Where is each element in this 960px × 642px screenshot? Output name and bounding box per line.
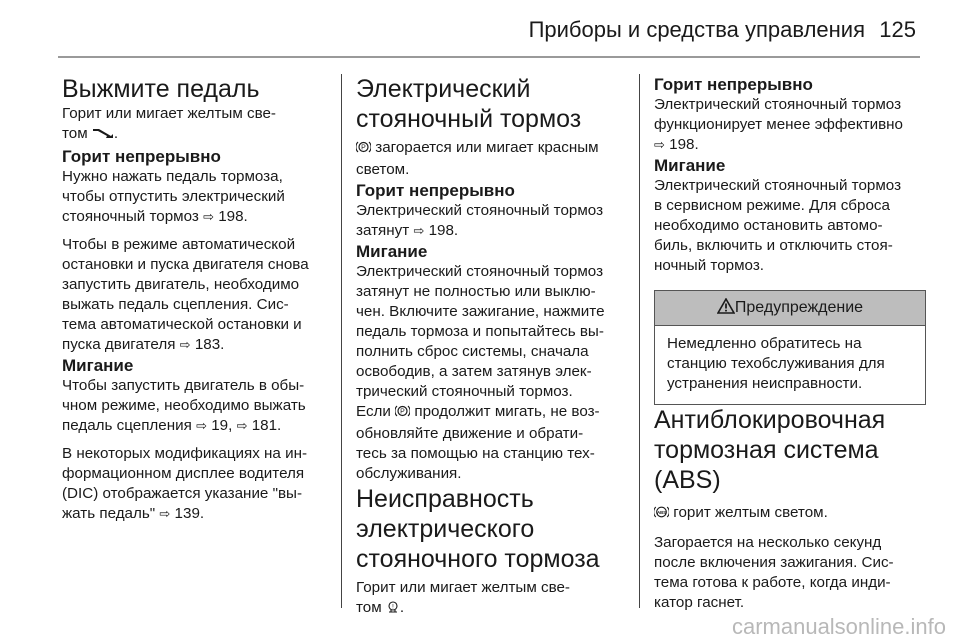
flash-paragraph-2: В некоторых модификациях на ин- формационном дисплее водителя (DIC) отображается указание "вы- жать педаль" ⇨ 139. [62,445,308,522]
svg-text:P: P [361,144,366,152]
warning-body: Немедленно обратитесь на станцию техобслуживания для устранения неисправности. [667,335,885,392]
flash-paragraph-1: Чтобы запустить двигатель в обы- чном режиме, необходимо выжать педаль сцепления ⇨ 19, ⇨ 181. [62,377,306,434]
heading-flash: Мигание [654,156,726,175]
warning-header: Предупреждение [655,291,925,326]
ref-arrow-icon[interactable]: ⇨ [159,506,171,521]
column-divider-2 [639,74,640,608]
ref-arrow-icon[interactable]: ⇨ [236,418,248,433]
abs-paragraph: Загорается на несколько секунд после включения зажигания. Сис- тема готова к работе, когда инди- катор гаснет. [654,534,894,611]
heading-lit: Горит непрерывно [356,181,515,200]
header-rule [58,56,920,58]
page-number: 125 [879,17,916,42]
abs-icon [654,505,669,525]
lit-paragraph-1: Нужно нажать педаль тормоза, чтобы отпустить электрический стояночный тормоз ⇨ 198. [62,168,285,225]
parking-brake-icon [356,140,371,160]
heading-flash: Мигание [356,242,428,261]
column-divider-1 [341,74,342,608]
brake-fault-intro: Горит или мигает желтым све- том ! . [356,578,626,620]
page-header [0,0,960,70]
ref-arrow-icon[interactable]: ⇨ [203,209,214,224]
lit-paragraph-2: Чтобы в режиме автоматической остановки и пуска двигателя снова запустить двигатель, необходимо выжать педаль сцепления. Сис- тема автоматической остановки и пуска двигателя ⇨ 183. [62,236,309,353]
section-title-brake-fault: Неисправность электрического стояночного тормоза [356,485,600,573]
ref-arrow-icon[interactable]: ⇨ [179,337,191,352]
fault-lit-paragraph: Электрический стояночный тормоз функционирует менее эффективно ⇨ 198. [654,96,903,153]
parking-brake-intro: P загорается или мигает красным светом. [356,139,599,178]
svg-text:P: P [400,408,405,416]
intro-text: Горит или мигает желтым све- том . [62,104,328,146]
parking-brake-icon [395,404,410,424]
ref-arrow-icon[interactable]: ⇨ [654,137,665,152]
heading-flash: Мигание [62,356,134,375]
svg-text:!: ! [392,604,394,611]
fault-flash-paragraph: Электрический стояночный тормоз в сервисном режиме. Для сброса необходимо остановить автомо- биль, включить и отключить стоя- ночный тормоз. [654,177,902,274]
column-2 [356,74,626,620]
heading-lit: Горит непрерывно [62,147,221,166]
warning-box [654,290,926,405]
section-title-abs: Антиблокировочная тормозная система (ABS) [654,406,886,494]
column-1 [62,74,328,524]
parking-flash-paragraph: Электрический стояночный тормоз затянут не полностью или выклю- чен. Включите зажигание, нажмите педаль тормоза и попытайтесь вы- полнить сброс системы, сначала освободив, а затем затянув элек- трический стояночный тормоз. Если P продолжит мигать, не воз- обновляйте движение и обрати- тесь за помощью на станцию тех- обслуживания. [356,263,605,482]
brake-fault-icon [386,600,400,620]
ref-arrow-icon[interactable]: ⇨ [413,223,425,238]
ref-arrow-icon[interactable]: ⇨ [196,418,207,433]
abs-intro: ABS горит желтым светом. [654,503,926,525]
column-3 [654,74,926,613]
header-title: Приборы и средства управления [528,17,865,42]
parking-lit-paragraph: Электрический стояночный тормоз затянут ⇨ 198. [356,202,604,239]
section-title-parking-brake: Электрический стояночный тормоз [356,75,582,133]
watermark: carmanualsonline.info [731,614,946,639]
warning-triangle-icon [717,293,735,327]
svg-text:ABS: ABS [657,509,666,515]
section-title-press-pedal: Выжмите педаль [62,75,260,103]
heading-lit: Горит непрерывно [654,75,813,94]
pedal-icon [92,126,114,146]
